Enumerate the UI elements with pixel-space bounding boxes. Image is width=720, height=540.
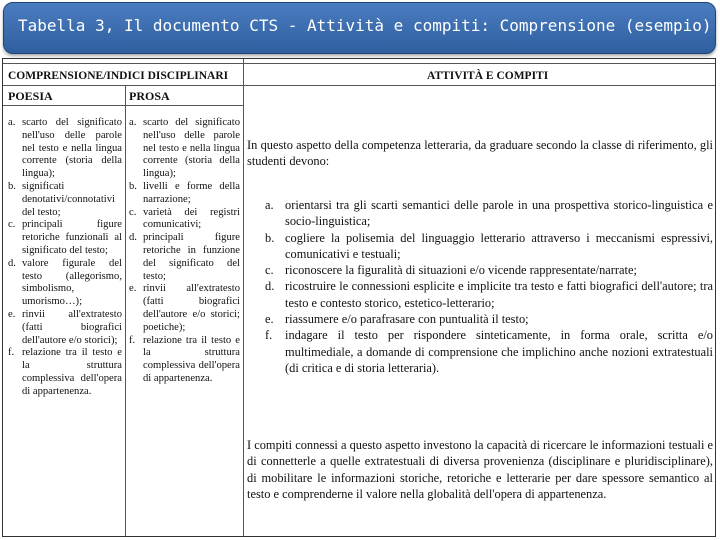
list-item: e. riassumere e/o parafrasare con puntualità il testo; [265,312,529,327]
scanned-table [2,58,716,537]
header-right: ATTIVITÀ E COMPITI [427,70,549,82]
list-item: f. relazione tra il testo e la struttura complessiva dell'opera di appartenenza. [8,347,122,397]
prosa-list [129,117,240,386]
title-banner [3,2,716,54]
list-item: b. significati denotativi/connotativi del testo; [8,180,115,218]
list-item: a. orientarsi tra gli scarti semantici delle parole in una prospettiva storico-linguistica e socio-linguistica; [265,198,713,229]
list-item: e. rinvii all'extratesto (fatti biografici dell'autore e/o storici; poetiche); [129,283,240,333]
left-right-divider [243,59,244,536]
poesia-list [8,117,122,399]
list-item: b. livelli e forme della narrazione; [129,180,240,205]
list-item: a. scarto del significato nell'uso delle parole nel testo e nella lingua corrente (storia della lingua); [129,117,240,180]
table-top-border [3,63,715,64]
list-item: c. varietà dei registri comunicativi; [129,206,240,231]
header-left: COMPRENSIONE/INDICI DISCIPLINARI [8,70,229,82]
list-item: c. principali figure retoriche funzionali al significato del testo; [8,219,122,256]
activities-closing: I compiti connessi a questo aspetto investono la capacità di ricercare le informazioni testuali e di connetterle a quelle extratestuali di diversa provenienza (disciplinare e pluridisciplinare), di mobilitare le informazioni storiche, retoriche e letterarie per dare spessore semantico al testo e comprenderne il valore nella globalità dell'opera di appartenenza. [247,438,713,501]
prosa-heading: PROSA [129,89,170,103]
slide-title: Tabella 3, Il documento CTS - Attività e compiti: Comprensione (esempio) [18,16,712,35]
list-item: b. cogliere la polisemia del linguaggio letterario attraverso i meccanismi espressivi, comunicativi e testuali; [265,230,713,261]
header-divider [3,85,715,86]
poesia-prosa-divider [125,85,126,536]
list-item: d. ricostruire le connessioni esplicite e implicite tra testo e fatti biografici dell'autore; tra testo e contesto storico, estetico-letterario; [265,279,713,310]
list-item: d. valore figurale del testo (allegorismo, simbolismo, umorismo…); [8,257,122,308]
list-item: c. riconoscere la figuralità di situazioni e/o vicende rappresentate/narrate; [265,263,637,278]
activities-intro: In questo aspetto della competenza letteraria, da graduare secondo la classe di riferimento, gli studenti devono: [247,138,713,169]
poesia-heading: POESIA [8,89,53,103]
list-item: d. principali figure retoriche in funzione del significato del testo; [129,232,240,282]
subheader-divider [3,105,243,106]
activities-list [265,197,713,376]
list-item: a. scarto del significato nell'uso delle parole nel testo e nella lingua corrente (storia della lingua); [8,117,122,180]
list-item: f. relazione tra il testo e la struttura complessiva dell'opera di appartenenza. [129,334,240,384]
list-item: f. indagare il testo per rispondere sinteticamente, in forma orale, scritta e/o multimediale, a domande di comprensione che implichino anche nozioni extratestuali (di critica e di storia letteraria). [265,328,713,375]
list-item: e. rinvii all'extratesto (fatti biografici dell'autore e/o storici); [8,308,122,346]
